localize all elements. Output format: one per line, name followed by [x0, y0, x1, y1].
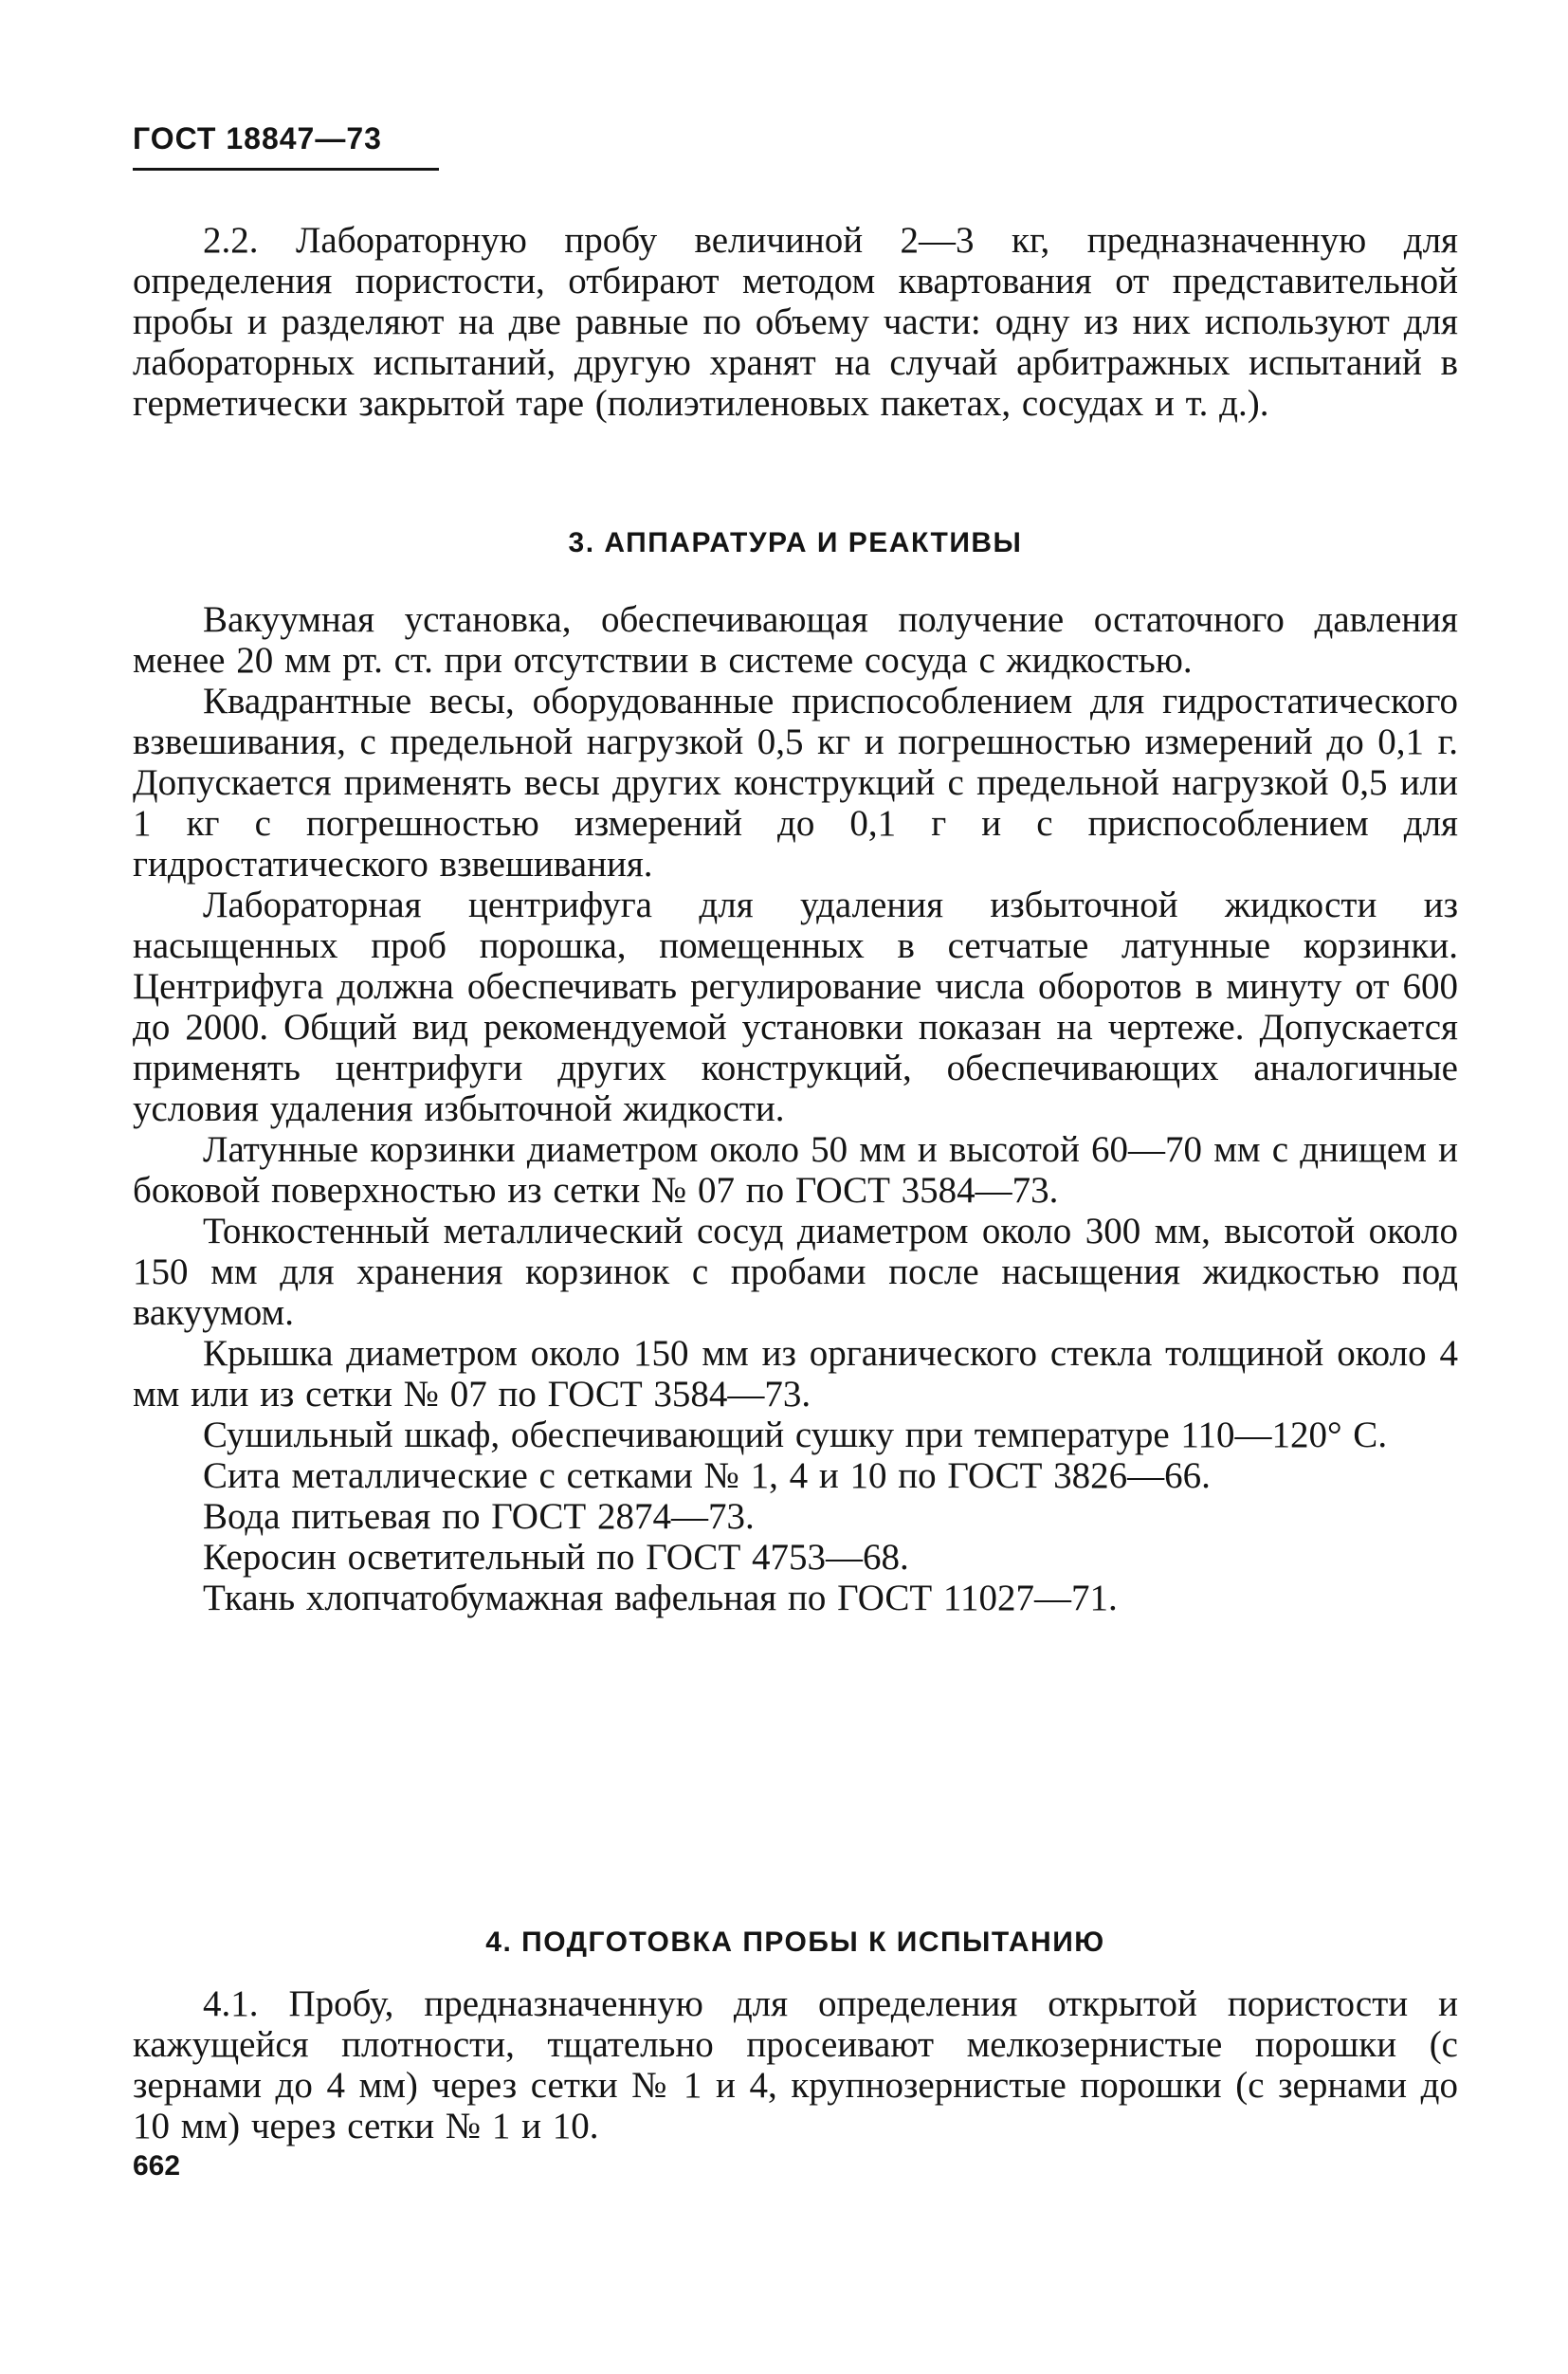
section-2-body [133, 220, 1458, 424]
header-rule [133, 168, 439, 171]
paragraph-2-2: 2.2. Лабораторную пробу величиной 2—3 кг, предназначенную для определения пористости, отбирают методом квартования от представительной пробы и разделяют на две равные по объему части: одну из них используют для лабораторных испытаний, другую хранят на случай арбитражных испытаний в герметически закрытой таре (полиэтиленовых пакетах, сосудах и т. д.). [133, 220, 1458, 424]
paragraph-4-1: 4.1. Пробу, предназначенную для определения открытой пористости и кажущейся плотности, тщательно просеивают мелкозернистые порошки (с зернами до 4 мм) через сетки № 1 и 4, крупнозернистые порошки (с зернами до 10 мм) через сетки № 1 и 10. [133, 1983, 1458, 2146]
equipment-item: Вода питьевая по ГОСТ 2874—73. [203, 1496, 755, 1537]
equipment-item: Сита металлические с сетками № 1, 4 и 10 по ГОСТ 3826—66. [203, 1455, 1211, 1496]
equipment-item: Вакуумная установка, обеспечивающая получение остаточного давления менее 20 мм рт. ст. при отсутствии в системе сосуда с жидкостью. [133, 599, 1458, 681]
section-3-heading: 3. АППАРАТУРА И РЕАКТИВЫ [568, 527, 1023, 558]
section-4-body [133, 1983, 1458, 2146]
equipment-item: Квадрантные весы, оборудованные приспособлением для гидростатического взвешивания, с предельной нагрузкой 0,5 кг и погрешностью измерений до 0,1 г. Допускается применять весы других конструкций с предельной нагрузкой 0,5 или 1 кг с погрешностью измерений до 0,1 г и с приспособлением для гидростатического взвешивания. [133, 681, 1458, 885]
document-header: ГОСТ 18847—73 [133, 121, 382, 155]
equipment-item: Тонкостенный металлический сосуд диаметром около 300 мм, высотой около 150 мм для хранения корзинок с пробами после насыщения жидкостью под вакуумом. [133, 1211, 1458, 1333]
section-3-body [133, 599, 1458, 1618]
equipment-item: Латунные корзинки диаметром около 50 мм и высотой 60—70 мм с днищем и боковой поверхностью из сетки № 07 по ГОСТ 3584—73. [133, 1129, 1458, 1211]
equipment-item: Лабораторная центрифуга для удаления избыточной жидкости из насыщенных проб порошка, помещенных в сетчатые латунные корзинки. Центрифуга должна обеспечивать регулирование числа оборотов в минуту от 600 до 2000. Общий вид рекомендуемой установки показан на чертеже. Допускается применять центрифуги других конструкций, обеспечивающих аналогичные условия удаления избыточной жидкости. [133, 885, 1458, 1129]
page-number: 662 [133, 2150, 181, 2182]
equipment-item: Сушильный шкаф, обеспечивающий сушку при температуре 110—120° С. [203, 1415, 1388, 1455]
equipment-item: Крышка диаметром около 150 мм из органического стекла толщиной около 4 мм или из сетки № 07 по ГОСТ 3584—73. [133, 1333, 1458, 1415]
section-4-heading: 4. ПОДГОТОВКА ПРОБЫ К ИСПЫТАНИЮ [485, 1927, 1105, 1958]
equipment-item: Керосин осветительный по ГОСТ 4753—68. [203, 1537, 909, 1578]
equipment-item: Ткань хлопчатобумажная вафельная по ГОСТ 11027—71. [203, 1578, 1118, 1618]
